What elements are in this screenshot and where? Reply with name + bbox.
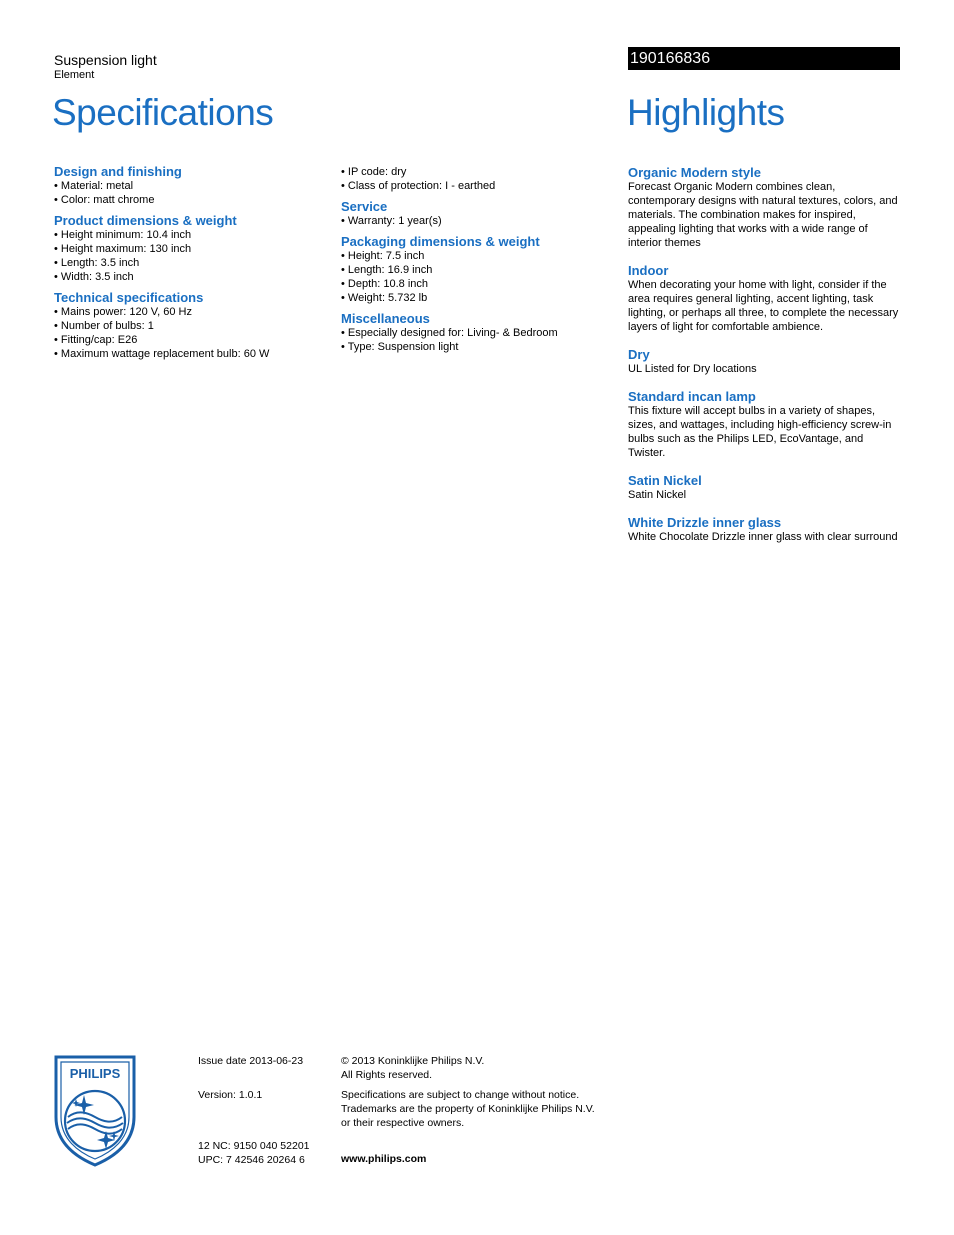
- spec-section-miscellaneous: [341, 311, 611, 354]
- highlights-column: [628, 165, 900, 557]
- spec-item: • Height maximum: 130 inch: [54, 243, 192, 255]
- spec-item: • Depth: 10.8 inch: [341, 278, 429, 290]
- spec-item: • Color: matt chrome: [54, 194, 155, 206]
- product-code-bar: 190166836: [628, 47, 900, 70]
- copyright-line: All Rights reserved.: [341, 1069, 433, 1081]
- disclaimer-line: Specifications are subject to change without notice.: [341, 1089, 580, 1101]
- spec-section-dimensions: [54, 213, 334, 284]
- highlight-heading: Standard incan lamp: [628, 389, 756, 404]
- disclaimer-line: or their respective owners.: [341, 1117, 465, 1129]
- spec-section-technical: [54, 290, 334, 361]
- spec-item: • Height minimum: 10.4 inch: [54, 229, 192, 241]
- highlight-body: Forecast Organic Modern combines clean, contemporary designs with natural textures, colors, and materials. The combination makes for inspired, appealing lighting that works with a wide range of interior themes: [628, 181, 898, 249]
- highlight-item: [628, 473, 900, 502]
- highlight-heading: Dry: [628, 347, 650, 362]
- spec-item: • Material: metal: [54, 180, 134, 192]
- spec-item: • Width: 3.5 inch: [54, 271, 134, 283]
- highlight-heading: Organic Modern style: [628, 165, 761, 180]
- version: Version: 1.0.1: [198, 1089, 263, 1101]
- spec-item: • Warranty: 1 year(s): [341, 215, 442, 227]
- spec-item: • Fitting/cap: E26: [54, 334, 138, 346]
- highlight-heading: Indoor: [628, 263, 669, 278]
- spec-item: • Class of protection: I - earthed: [341, 180, 496, 192]
- spec-section-heading: Product dimensions & weight: [54, 213, 237, 228]
- logo-wordmark: PHILIPS: [69, 1066, 121, 1081]
- issue-date: Issue date 2013-06-23: [198, 1055, 304, 1067]
- highlight-item: [628, 347, 900, 376]
- product-subtitle: Element: [54, 69, 95, 81]
- copyright: [341, 1054, 621, 1082]
- highlight-item: [628, 389, 900, 460]
- spec-section-heading: Service: [341, 199, 388, 214]
- spec-section-service: [341, 199, 611, 228]
- spec-item: • Length: 3.5 inch: [54, 257, 140, 269]
- spec-section-heading: Packaging dimensions & weight: [341, 234, 540, 249]
- spec-section-heading: Technical specifications: [54, 290, 204, 305]
- spec-item: • Type: Suspension light: [341, 341, 459, 353]
- spec-section-heading: Miscellaneous: [341, 311, 430, 326]
- product-numbers: [198, 1139, 310, 1167]
- spec-item: • IP code: dry: [341, 166, 407, 178]
- spec-section-continued: [341, 165, 611, 193]
- spec-section-heading: Design and finishing: [54, 164, 182, 179]
- highlight-body: When decorating your home with light, consider if the area requires general lighting, accent lighting, task lighting, or perhaps all three, to complete the necessary layers of light for comfortable ambience.: [628, 279, 899, 333]
- highlight-item: [628, 515, 900, 544]
- spec-item: • Especially designed for: Living- & Bedroom: [341, 327, 558, 339]
- spec-item: • Length: 16.9 inch: [341, 264, 433, 276]
- spec-item: • Mains power: 120 V, 60 Hz: [54, 306, 192, 318]
- spec-item: • Weight: 5.732 lb: [341, 292, 428, 304]
- website-link[interactable]: www.philips.com: [341, 1153, 427, 1165]
- highlight-body: UL Listed for Dry locations: [628, 363, 757, 375]
- highlight-heading: Satin Nickel: [628, 473, 702, 488]
- specifications-title: Specifications: [52, 92, 274, 133]
- spec-item: • Height: 7.5 inch: [341, 250, 425, 262]
- highlight-item: [628, 165, 900, 250]
- disclaimer: [341, 1088, 621, 1130]
- spec-item: • Maximum wattage replacement bulb: 60 W: [54, 348, 270, 360]
- spec-section-packaging: [341, 234, 611, 305]
- upc-number: UPC: 7 42546 20264 6: [198, 1154, 305, 1166]
- highlight-heading: White Drizzle inner glass: [628, 515, 782, 530]
- specifications-column-2: [341, 165, 611, 360]
- highlight-item: [628, 263, 900, 334]
- spec-item: • Number of bulbs: 1: [54, 320, 154, 332]
- specifications-column-1: [54, 164, 334, 367]
- highlight-body: White Chocolate Drizzle inner glass with clear surround: [628, 531, 898, 543]
- highlight-body: This fixture will accept bulbs in a variety of shapes, sizes, and wattages, including high-efficiency screw-in bulbs such as the Philips LED, EcoVantage, and Twister.: [628, 405, 892, 459]
- disclaimer-line: Trademarks are the property of Koninklijke Philips N.V.: [341, 1103, 595, 1115]
- product-name: Suspension light: [54, 52, 157, 68]
- copyright-line: © 2013 Koninklijke Philips N.V.: [341, 1055, 485, 1067]
- highlights-title: Highlights: [627, 92, 785, 133]
- philips-shield-logo: [54, 1055, 136, 1167]
- nc-number: 12 NC: 9150 040 52201: [198, 1140, 310, 1152]
- highlight-body: Satin Nickel: [628, 489, 687, 501]
- spec-section-design: [54, 164, 334, 207]
